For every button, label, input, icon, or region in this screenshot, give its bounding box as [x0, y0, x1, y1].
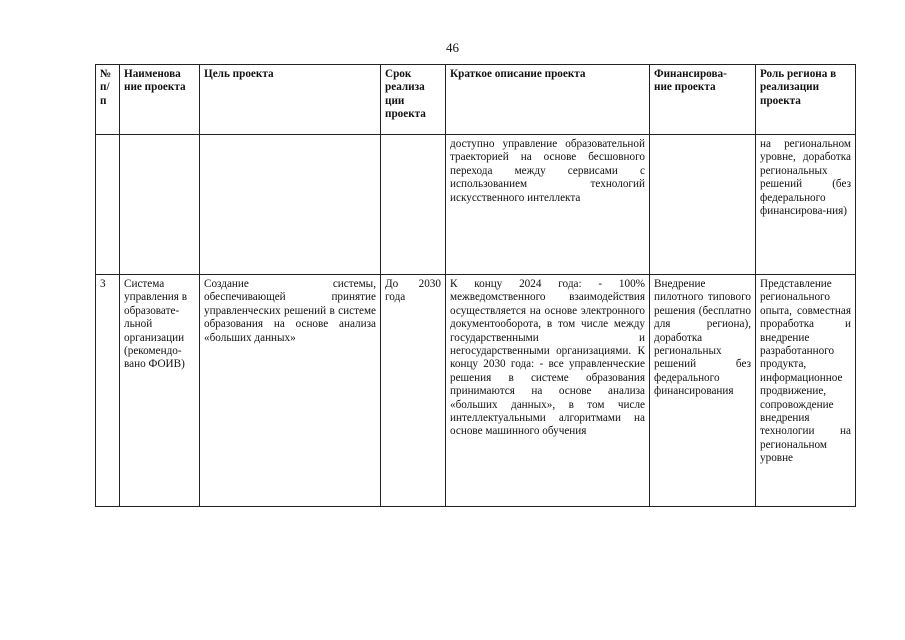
row1-role: на региональном уровне, доработка региональных решений (без федерального финансирова-ния) — [756, 135, 856, 275]
header-funding: Финансирова- ние проекта — [650, 65, 756, 135]
header-term: Срок реализа ции проекта — [381, 65, 446, 135]
row2-goal: Создание системы, обеспечивающей принятие управленческих решений в системе образования на основе анализа «больших данных» — [200, 275, 381, 507]
table-row — [96, 135, 856, 275]
page-number: 46 — [446, 40, 459, 55]
row2-term: До 2030 года — [381, 275, 446, 507]
project-table — [95, 64, 856, 507]
row2-role: Представление регионального опыта, совместная проработка и внедрение разработанного продукта, информационное продвижение, сопровождение внедрения технологии на региональном уровне — [756, 275, 856, 507]
table-row — [96, 275, 856, 507]
row1-num — [96, 135, 120, 275]
header-description: Краткое описание проекта — [446, 65, 650, 135]
row2-description: К концу 2024 года: - 100% межведомственного взаимодействия осуществляется на основе электронного документооборота, в том числе между государственными и негосударственными организациями. К концу 2030 года: - все управленческие решения в системе образования принимаются на основе анализа «больших данных», в том числе интеллектуальными алгоритмами на основе машинного обучения — [446, 275, 650, 507]
header-name: Наименова ние проекта — [120, 65, 200, 135]
row1-funding — [650, 135, 756, 275]
row2-num: 3 — [96, 275, 120, 507]
row2-name: Система управления в образовате-льной организации (рекомендо-вано ФОИВ) — [120, 275, 200, 507]
table-header-row — [96, 65, 856, 135]
header-num: № п/ п — [96, 65, 120, 135]
row1-goal — [200, 135, 381, 275]
row1-term — [381, 135, 446, 275]
row1-name — [120, 135, 200, 275]
header-goal: Цель проекта — [200, 65, 381, 135]
row1-description: доступно управление образовательной траекторией на основе бесшовного перехода между сервисами с использованием технологий искусственного интеллекта — [446, 135, 650, 275]
row2-funding: Внедрение пилотного типового решения (бесплатно для региона), доработка региональных решений без федерального финансирования — [650, 275, 756, 507]
header-role: Роль региона в реализации проекта — [756, 65, 856, 135]
